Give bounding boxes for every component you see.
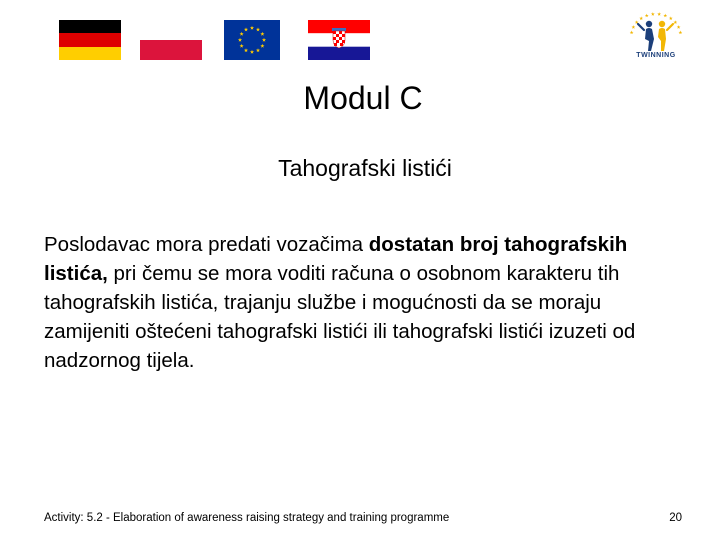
body-paragraph: [44, 230, 684, 375]
logo-star-icon: [631, 25, 635, 29]
page-number: 20: [669, 512, 682, 524]
slide-title: Modul C: [303, 80, 423, 116]
poland-flag: [140, 20, 202, 60]
logo-star-icon: [673, 20, 677, 24]
logo-star-icon: [651, 12, 655, 16]
body-text-part1: Poslodavac mora predati vozačima: [44, 233, 369, 256]
germany-flag: [59, 20, 121, 60]
logo-star-icon: [663, 14, 667, 18]
footer-activity: Activity: 5.2 - Elaboration of awareness raising strategy and training programme: [44, 512, 450, 524]
logo-star-icon: [678, 31, 682, 35]
logo-star-icon: [657, 12, 661, 16]
body-text-bold: dostatan broj tahografskih listića,: [44, 233, 628, 285]
logo-star-icon: [630, 31, 634, 35]
logo-star-icon: [639, 16, 643, 20]
logo-star-icon: [669, 16, 673, 20]
eu-flag: [224, 20, 286, 60]
logo-star-icon: [677, 25, 681, 29]
croatia-flag: [308, 20, 370, 60]
logo-wordmark: TWINNING: [636, 52, 676, 59]
slide-subtitle: Tahografski listići: [278, 155, 452, 181]
body-text-part2: pri čemu se mora voditi računa o osobnom karakteru tih tahografskih listića, trajanju službe i mogućnosti da se moraju zamijeniti oštećeni tahografski listići ili tahografski listići izuzeti od nadzornog tijela.: [44, 262, 636, 372]
logo-star-icon: [645, 14, 649, 18]
